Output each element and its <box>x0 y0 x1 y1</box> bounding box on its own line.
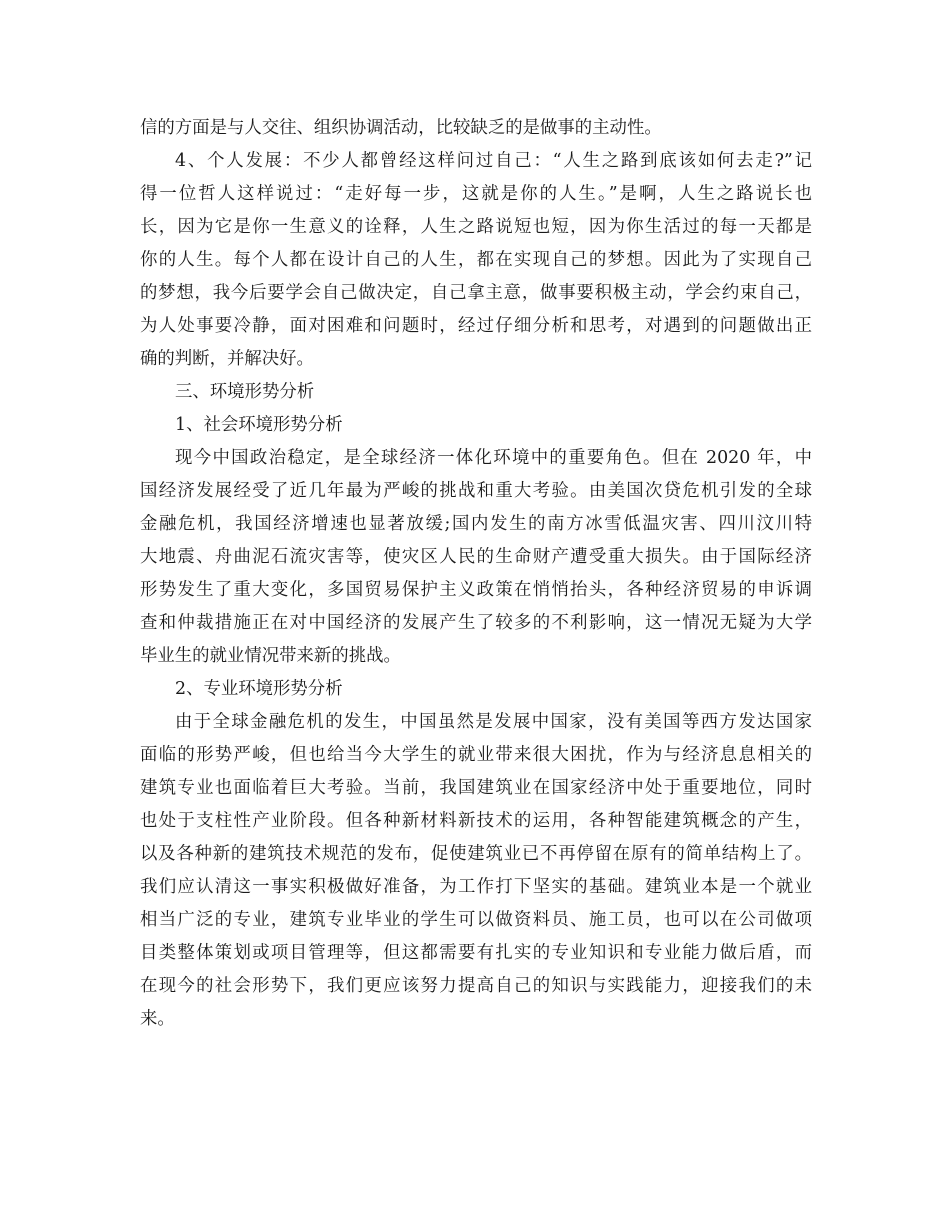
text-line: 金融危机，我国经济增速也显著放缓;国内发生的南方冰雪低温灾害、四川汶川特 <box>140 514 812 534</box>
text-line: 的梦想，我今后要学会自己做决定，自己拿主意，做事要积极主动，学会约束自己， <box>140 283 812 303</box>
text-line: 来。 <box>140 1009 175 1029</box>
text-line: 在现今的社会形势下，我们更应该努力提高自己的知识与实践能力，迎接我们的未 <box>140 976 812 996</box>
text-line: 信的方面是与人交往、组织协调活动，比较缺乏的是做事的主动性。 <box>140 118 662 138</box>
text-line: 得一位哲人这样说过：“走好每一步，这就是你的人生。”是啊，人生之路说长也 <box>140 184 812 204</box>
text-line: 三、环境形势分析 <box>175 382 315 402</box>
text-line: 国经济发展经受了近几年最为严峻的挑战和重大考验。由美国次贷危机引发的全球 <box>140 481 812 501</box>
text-line: 4、个人发展：不少人都曾经这样问过自己：“人生之路到底该如何去走?”记 <box>175 151 812 171</box>
text-line: 你的人生。每个人都在设计自己的人生，都在实现自己的梦想。因此为了实现自己 <box>140 250 812 270</box>
text-line: 目类整体策划或项目管理等，但这都需要有扎实的专业知识和专业能力做后盾，而 <box>140 943 812 963</box>
text-line: 相当广泛的专业，建筑专业毕业的学生可以做资料员、施工员，也可以在公司做项 <box>140 910 812 930</box>
text-line: 建筑专业也面临着巨大考验。当前，我国建筑业在国家经济中处于重要地位，同时 <box>140 778 812 798</box>
text-line: 也处于支柱性产业阶段。但各种新材料新技术的运用，各种智能建筑概念的产生， <box>140 811 812 831</box>
text-line: 长，因为它是你一生意义的诠释，人生之路说短也短，因为你生活过的每一天都是 <box>140 217 812 237</box>
text-line: 为人处事要冷静，面对困难和问题时，经过仔细分析和思考，对遇到的问题做出正 <box>140 316 812 336</box>
text-line: 现今中国政治稳定，是全球经济一体化环境中的重要角色。但在 2020 年，中 <box>175 448 812 468</box>
text-line: 我们应认清这一事实积极做好准备，为工作打下坚实的基础。建筑业本是一个就业 <box>140 877 812 897</box>
text-line: 面临的形势严峻，但也给当今大学生的就业带来很大困扰，作为与经济息息相关的 <box>140 745 812 765</box>
text-line: 形势发生了重大变化，多国贸易保护主义政策在悄悄抬头，各种经济贸易的申诉调 <box>140 580 812 600</box>
text-line: 1、社会环境形势分析 <box>175 415 343 435</box>
text-line: 毕业生的就业情况带来新的挑战。 <box>140 646 401 666</box>
text-line: 以及各种新的建筑技术规范的发布，促使建筑业已不再停留在原有的简单结构上了。 <box>140 844 812 864</box>
document-body <box>140 112 812 1036</box>
text-line: 2、专业环境形势分析 <box>175 679 343 699</box>
text-line: 由于全球金融危机的发生，中国虽然是发展中国家，没有美国等西方发达国家 <box>175 712 812 732</box>
text-line: 大地震、舟曲泥石流灾害等，使灾区人民的生命财产遭受重大损失。由于国际经济 <box>140 547 812 567</box>
text-line: 查和仲裁措施正在对中国经济的发展产生了较多的不利影响，这一情况无疑为大学 <box>140 613 812 633</box>
text-line: 确的判断，并解决好。 <box>140 349 314 369</box>
